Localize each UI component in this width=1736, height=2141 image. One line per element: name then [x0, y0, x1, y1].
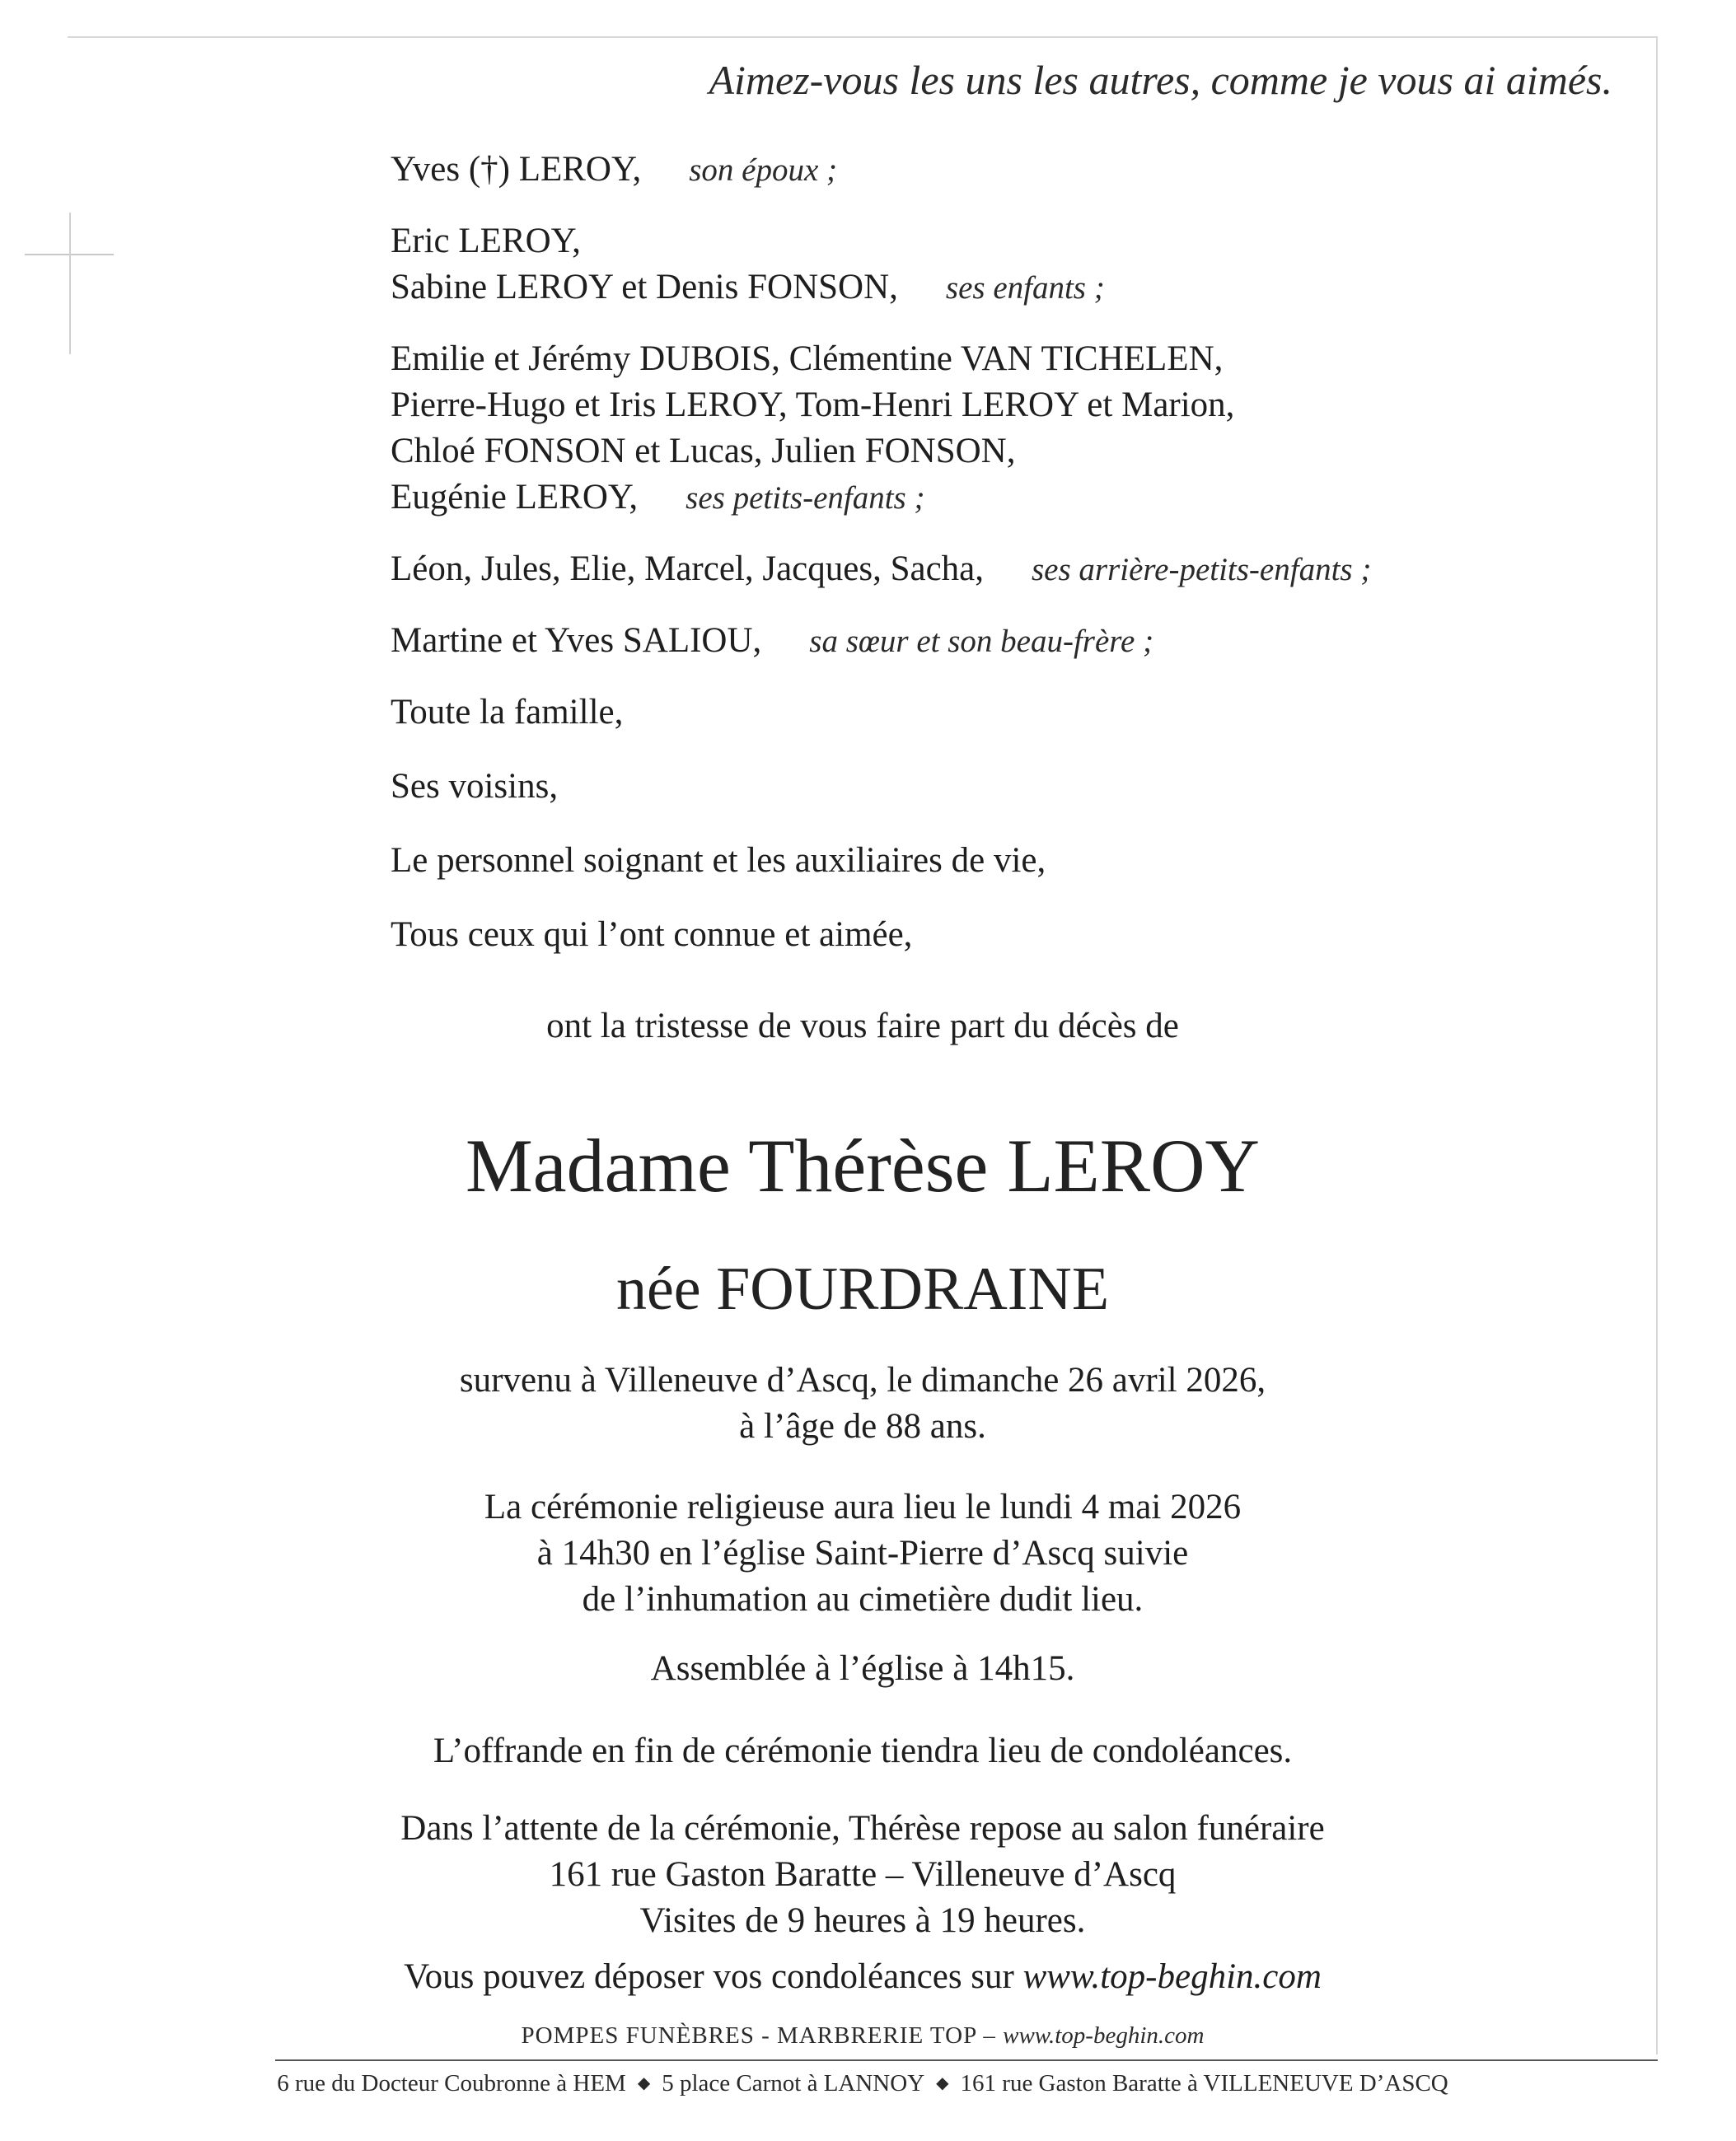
- ceremony-line: de l’inhumation au cimetière dudit lieu.: [582, 1580, 1144, 1619]
- children-line: Eric LEROY,: [391, 222, 581, 260]
- offering-info: L’offrande en fin de cérémonie tiendra lieu de condoléances.: [433, 1732, 1293, 1770]
- family-great-grandchildren: [391, 546, 1626, 593]
- death-info-line: survenu à Villeneuve d’Ascq, le dimanche 26 avril 2026,: [459, 1361, 1266, 1400]
- family-children: [391, 218, 1626, 311]
- condolences-text: Vous pouvez déposer vos condoléances sur: [404, 1957, 1014, 1996]
- funeral-home-line: Visites de 9 heures à 19 heures.: [639, 1901, 1086, 1940]
- children-relation: ses enfants ;: [945, 270, 1105, 306]
- crop-mark-vertical: [69, 213, 71, 354]
- epigraph: Aimez-vous les uns les autres, comme je vous ai aimés.: [709, 57, 1612, 103]
- ceremony-info: [68, 1484, 1658, 1623]
- family-grandchildren: [391, 336, 1626, 521]
- assembly-info: Assemblée à l’église à 14h15.: [650, 1649, 1075, 1688]
- spouse-relation: son époux ;: [689, 152, 838, 188]
- family-other: Tous ceux qui l’ont connue et aimée,: [391, 915, 913, 954]
- condolences-info: [68, 1954, 1658, 2000]
- funeral-home-line: 161 rue Gaston Baratte – Villeneuve d’Ascq: [549, 1855, 1177, 1894]
- address-item: 6 rue du Docteur Coubronne à HEM: [277, 2070, 626, 2097]
- brand-website[interactable]: www.top-beghin.com: [1003, 2022, 1205, 2049]
- condolences-link[interactable]: www.top-beghin.com: [1022, 1957, 1322, 1996]
- family-list: [391, 147, 1626, 986]
- deceased-name: Madame Thérèse LEROY: [466, 1124, 1260, 1208]
- diamond-separator-icon: ◆: [637, 2074, 651, 2092]
- ceremony-line: La cérémonie religieuse aura lieu le lundi 4 mai 2026: [484, 1488, 1242, 1526]
- grandchildren-line: Emilie et Jérémy DUBOIS, Clémentine VAN TICHELEN,: [391, 339, 1224, 378]
- family-spouse: [391, 147, 1626, 194]
- address-item: 161 rue Gaston Baratte à VILLENEUVE D’ASCQ: [960, 2070, 1448, 2097]
- grandchildren-relation: ses petits-enfants ;: [686, 480, 925, 516]
- grandchildren-line: Eugénie LEROY,: [391, 478, 639, 517]
- funeral-home-line: Dans l’attente de la cérémonie, Thérèse repose au salon funéraire: [400, 1809, 1325, 1848]
- footer-addresses: [68, 2070, 1658, 2097]
- footer-brand: [68, 2022, 1658, 2050]
- great-grandchildren-names: Léon, Jules, Elie, Marcel, Jacques, Sacha,: [391, 549, 984, 588]
- family-other: Toute la famille,: [391, 693, 624, 732]
- brand-separator: –: [983, 2022, 996, 2049]
- great-grandchildren-relation: ses arrière-petits-enfants ;: [1032, 552, 1372, 587]
- sibling-relation: sa sœur et son beau-frère ;: [809, 624, 1154, 659]
- spouse-name: Yves (†) LEROY,: [391, 150, 642, 189]
- footer-divider: [275, 2059, 1658, 2061]
- children-line: Sabine LEROY et Denis FONSON,: [391, 268, 898, 306]
- ceremony-line: à 14h30 en l’église Saint-Pierre d’Ascq suivie: [536, 1534, 1189, 1573]
- death-info: [68, 1358, 1658, 1450]
- funeral-home-info: [68, 1806, 1658, 1944]
- grandchildren-line: Chloé FONSON et Lucas, Julien FONSON,: [391, 432, 1016, 470]
- announcement: ont la tristesse de vous faire part du décès de: [546, 1007, 1179, 1045]
- brand-name: POMPES FUNÈBRES - MARBRERIE TOP: [521, 2022, 977, 2049]
- address-item: 5 place Carnot à LANNOY: [662, 2070, 925, 2097]
- maiden-name: née FOURDRAINE: [615, 1255, 1110, 1323]
- family-other: Le personnel soignant et les auxiliaires de vie,: [391, 841, 1046, 880]
- family-sibling: [391, 618, 1626, 665]
- family-other: Ses voisins,: [391, 767, 559, 806]
- sibling-names: Martine et Yves SALIOU,: [391, 621, 762, 660]
- grandchildren-line: Pierre-Hugo et Iris LEROY, Tom-Henri LEROY et Marion,: [391, 386, 1235, 424]
- death-info-line: à l’âge de 88 ans.: [739, 1407, 986, 1446]
- diamond-separator-icon: ◆: [936, 2074, 949, 2092]
